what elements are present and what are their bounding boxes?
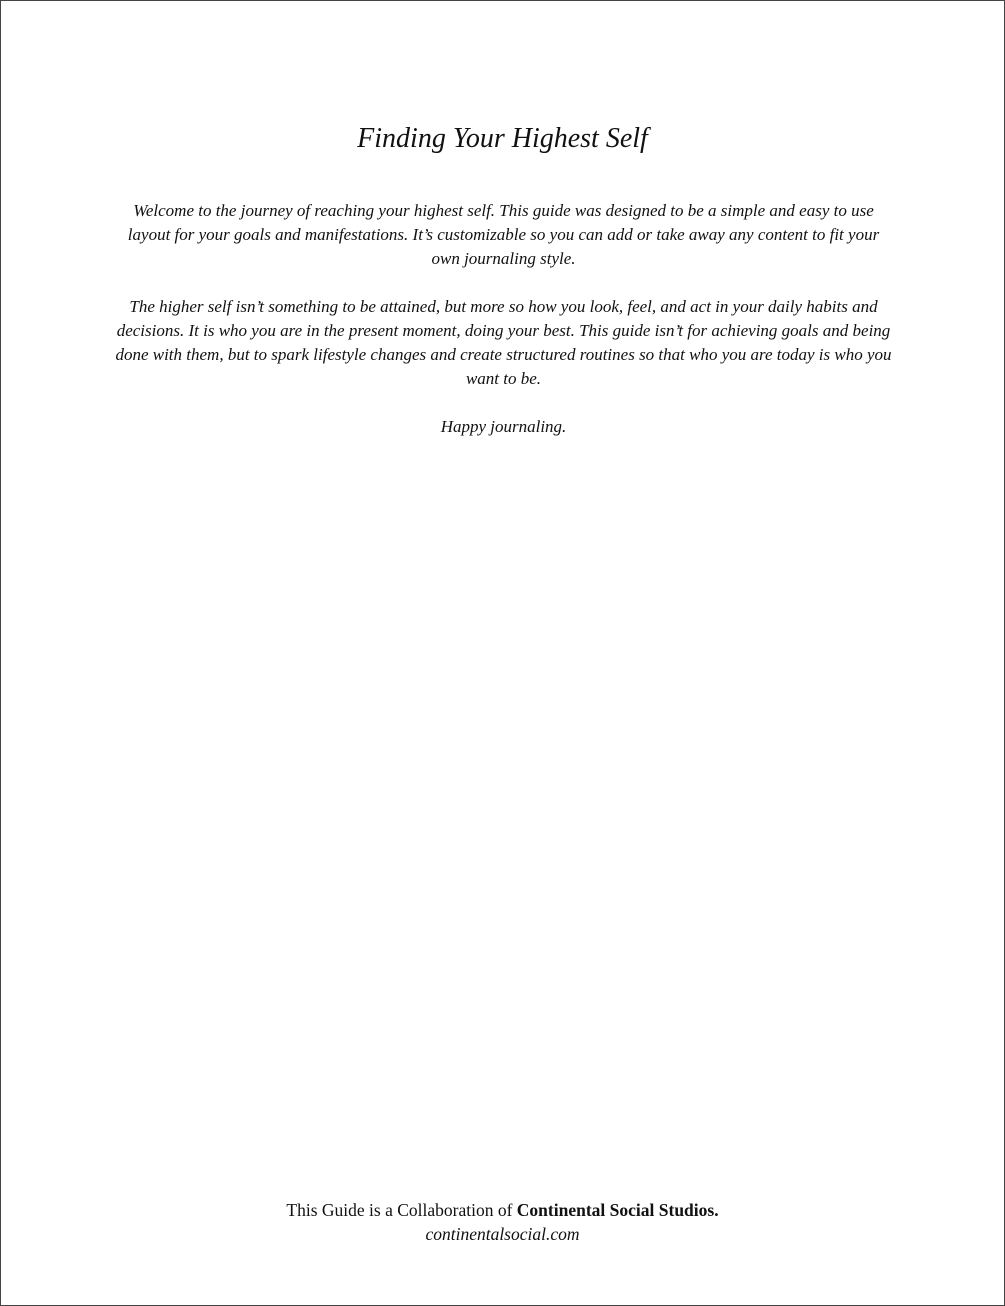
closing-line: Happy journaling. (440, 417, 567, 436)
intro-paragraph-welcome: Welcome to the journey of reaching your highest self. This guide was designed to be a simple and easy to use layout for your goals and manifestations. It’s customizable so you can add or take away any content to fit your own journaling style. (127, 201, 880, 268)
intro-body (113, 199, 894, 463)
credit-prefix: This Guide is a Collaboration of (286, 1200, 517, 1220)
intro-paragraph-higher-self: The higher self isn’t something to be attained, but more so how you look, feel, and act in your daily habits and decisions. It is who you are in the present moment, doing your best. This guide isn’t for achieving goals and being done with them, but to spark lifestyle changes and create structured routines so that who you are today is who you want to be. (115, 297, 892, 388)
footer-credit (1, 1198, 1004, 1246)
page-title: Finding Your Highest Self (357, 123, 648, 154)
footer-url: continentalsocial.com (425, 1224, 580, 1244)
credit-brand: Continental Social Studios. (516, 1200, 719, 1220)
